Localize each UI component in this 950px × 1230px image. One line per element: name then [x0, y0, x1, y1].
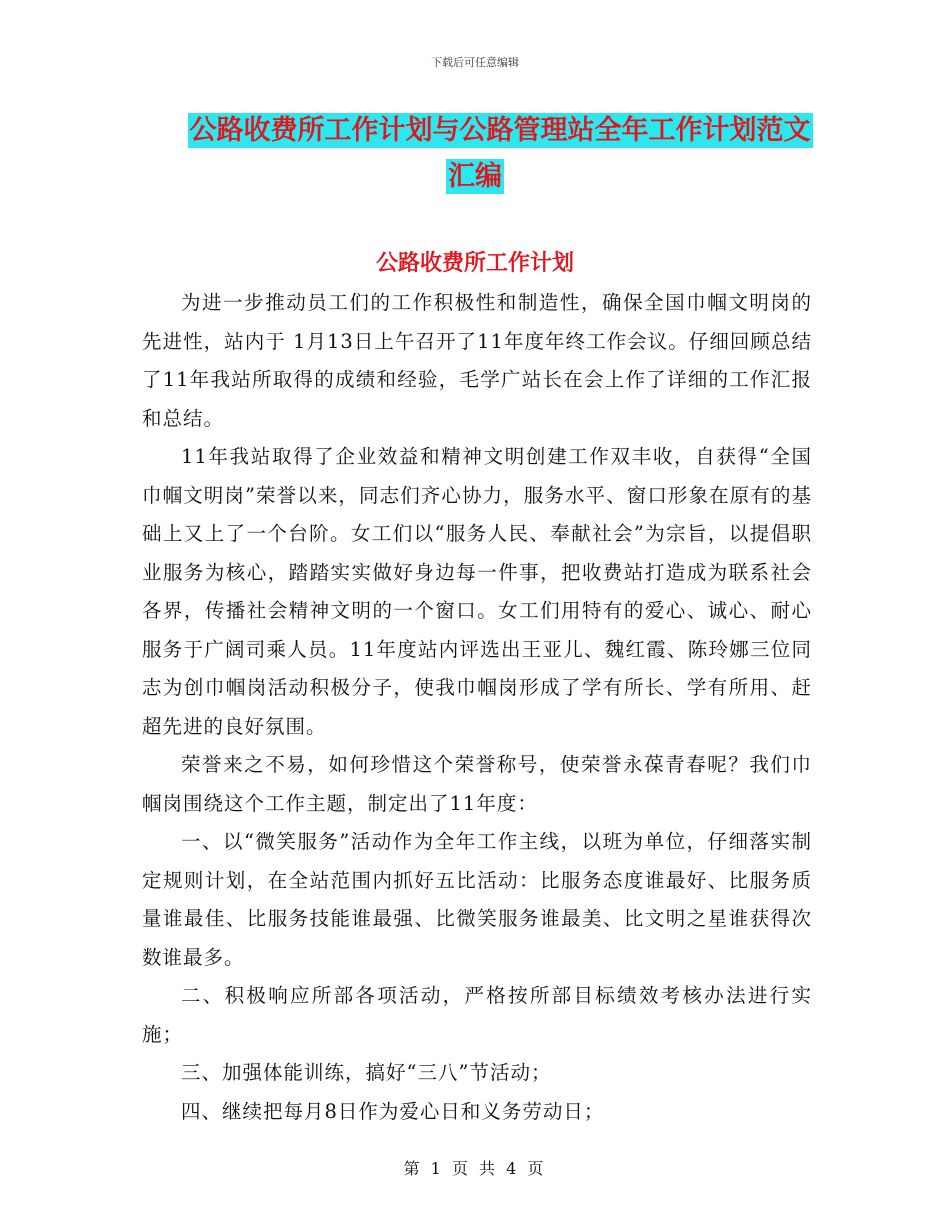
paragraph: 为进一步推动员工们的工作积极性和制造性，确保全国巾帼文明岗的先进性，站内于 1月13日上午召开了11年度年终工作会议。仔细回顾总结了11年我站所取得的成绩和经验，毛学广站长在会上作了详细的工作汇报和总结。: [142, 291, 812, 430]
document-title-line-2: 汇编: [448, 161, 502, 192]
document-title-line-1: 公路收费所工作计划与公路管理站全年工作计划范文: [189, 115, 811, 146]
paragraph: 11年我站取得了企业效益和精神文明创建工作双丰收，自获得“全国巾帼文明岗”荣誉以来，同志们齐心协力，服务水平、窗口形象在原有的基础上又上了一个台阶。女工们以“服务人民、奉献社会”为宗旨，以提倡职业服务为核心，踏踏实实做好身边每一件事，把收费站打造成为联系社会各界，传播社会精神文明的一个窗口。女工们用特有的爱心、诚心、耐心服务于广阔司乘人员。11年度站内评选出王亚儿、魏红霞、陈玲娜三位同志为创巾帼岗活动积极分子，使我巾帼岗形成了学有所长、学有所用、赶超先进的良好氛围。: [142, 445, 812, 738]
page-footer: 第 1 页 共 4 页: [403, 1159, 547, 1178]
paragraph: 二、积极响应所部各项活动，严格按所部目标绩效考核办法进行实施；: [142, 984, 812, 1046]
document-title: [0, 108, 950, 200]
paragraph: 四、继续把每月8日作为爱心日和义务劳动日；: [181, 1099, 605, 1123]
document-body: [142, 284, 812, 1131]
section-title: 公路收费所工作计划: [375, 251, 574, 276]
paragraph: 一、以“微笑服务”活动作为全年工作主线，以班为单位，仔细落实制定规则计划，在全站范围内抓好五比活动：比服务态度谁最好、比服务质量谁最佳、比服务技能谁最强、比微笑服务谁最美、比文明之星谁获得次数谁最多。: [142, 830, 812, 969]
paragraph: 荣誉来之不易，如何珍惜这个荣誉称号，使荣誉永葆青春呢？我们巾帼岗围绕这个工作主题，制定出了11年度：: [142, 753, 812, 815]
paragraph: 三、加强体能训练，搞好“三八”节活动；: [181, 1061, 552, 1084]
header-note: 下载后可任意编辑: [431, 56, 519, 69]
